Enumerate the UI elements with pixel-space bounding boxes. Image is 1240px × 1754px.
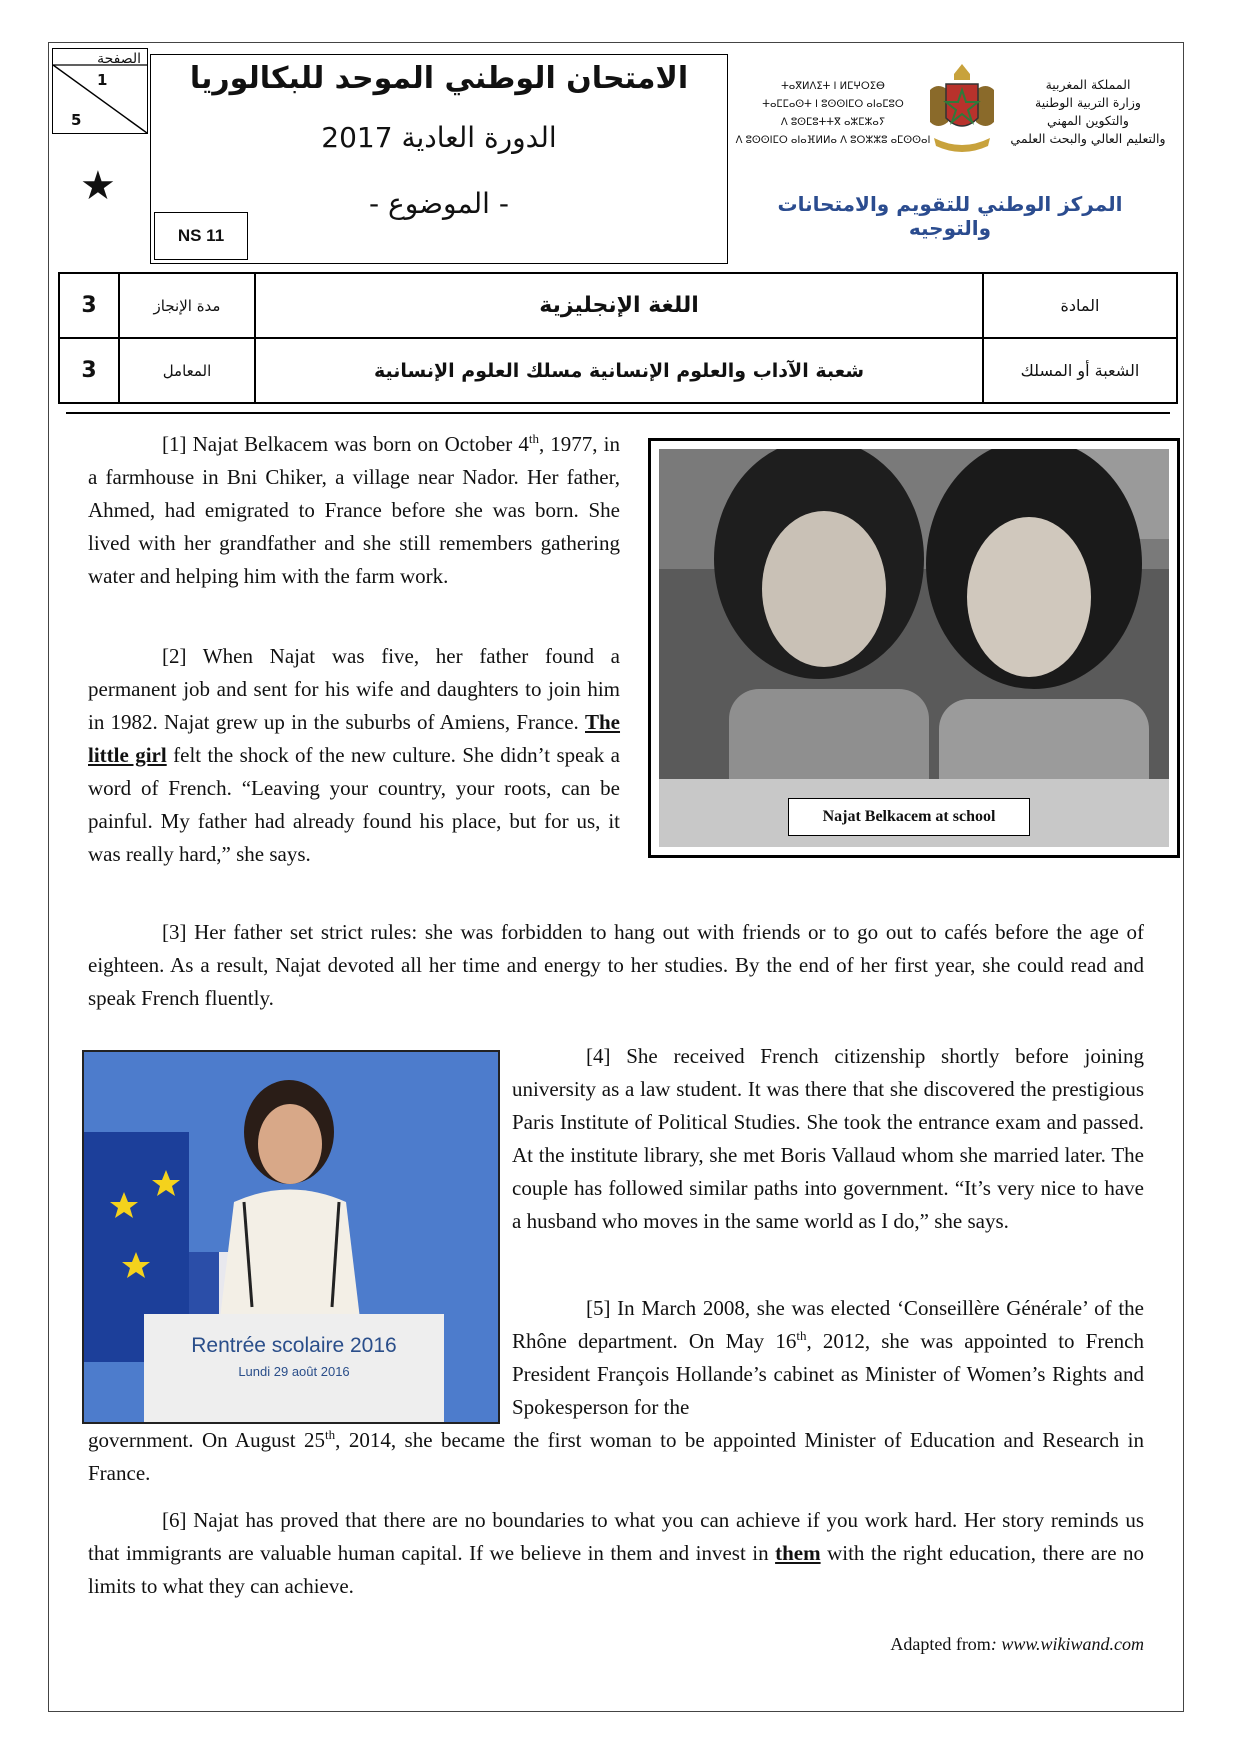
paragraph-3: [3] Her father set strict rules: she was forbidden to hang out with friends or to go out to cafés before the age of eighteen. As a result, Najat devoted all her time and energy to her studies. By the end of her first year, she could read and speak French fluently. [88, 920, 1144, 1010]
tifinagh-line: ⴷ ⵓⵙⵎⵓⵜⵜⴳ ⴰⵣⵎⵣⴰⵢ [780, 117, 886, 128]
source-credit: Adapted from: www.wikiwand.com [890, 1634, 1144, 1654]
podium-text: Rentrée scolaire 2016 [191, 1334, 397, 1357]
header-divider [66, 412, 1170, 414]
p1-text-a: [1] Najat Belkacem was born on October 4 [162, 432, 529, 456]
school-photo [648, 438, 1180, 858]
p5-text-a: [5] In March 2008, she was elected ‘Conseillère Générale’ of the Rhône department. On May 16 [512, 1296, 1144, 1353]
coef-value: 3 [59, 338, 119, 403]
branch-name: شعبة الآداب والعلوم الإنسانية مسلك العلوم الإنسانية [255, 338, 983, 403]
paragraph-5a [512, 1292, 1144, 1424]
p6-underlined: them [775, 1541, 821, 1565]
tifinagh-line: ⵜⴰⵎⵎⴰⵙⵜ ⵏ ⵓⵙⵙⵏⵎⵔ ⴰⵏⴰⵎⵓⵔ [762, 99, 904, 110]
page-total: 5 [71, 111, 82, 129]
page-current: 1 [97, 71, 108, 89]
tifinagh-block [728, 78, 938, 150]
p5-text-b: , 2012, she was appointed to French President François Hollande’s cabinet as Minister of Women’s Rights and Spokesperson for the [512, 1329, 1144, 1419]
p5-text-c: government. On August 25 [88, 1428, 326, 1452]
school-photo-caption: Najat Belkacem at school [788, 798, 1030, 836]
kingdom-line: والتكوين المهني [1047, 113, 1129, 128]
paragraph-6 [88, 1504, 1144, 1603]
coef-label: المعامل [119, 338, 255, 403]
p1-text-b: , 1977, in a farmhouse in Bni Chiker, a village near Nador. Her father, Ahmed, had emigrated to France before she was born. She lived with her grandfather and she still remembers gathering water and helping him with the farm work. [88, 432, 620, 588]
kingdom-line: والتعليم العالي والبحث العلمي [1010, 131, 1166, 146]
subject-heading: - الموضوع - [369, 187, 509, 220]
school-photo-image [659, 449, 1169, 847]
paragraph-1 [88, 428, 620, 593]
kingdom-line: المملكة المغربية [1045, 77, 1131, 92]
minister-photo [82, 1050, 500, 1424]
paragraph-5b [88, 1424, 1144, 1490]
duration-value: 3 [59, 273, 119, 338]
exam-title: الامتحان الوطني الموحد للبكالوريا [189, 61, 689, 96]
branch-label: الشعبة أو المسلك [983, 338, 1177, 403]
p6-text-a: [6] Najat has proved that there are no boundaries to what you can achieve if you work hard. Her story reminds us that immigrants are valuable human capital. If we believe in them and invest in [88, 1508, 1144, 1565]
coat-of-arms-icon [924, 60, 1000, 156]
page-number-box [52, 48, 148, 134]
p1-sup: th [528, 431, 539, 446]
subject-label: المادة [983, 273, 1177, 338]
p5-sup1: th [796, 1328, 807, 1343]
source-url: www.wikiwand.com [1001, 1634, 1144, 1654]
session-title: الدورة العادية 2017 [321, 121, 557, 154]
star-icon: ★ [80, 163, 116, 209]
page-label: الصفحة [97, 51, 141, 67]
paragraph-4: [4] She received French citizenship shortly before joining university as a law student. It was there that she discovered the prestigious Paris Institute of Political Studies. She took the entrance exam and passed. At the institute library, she met Boris Vallaud whom she married later. The couple has followed similar paths into government. “It’s very nice to have a husband who moves in the same world as I do,” she says. [512, 1044, 1144, 1233]
p2-text-a: [2] When Najat was five, her father found a permanent job and sent for his wife and daughters to join him in 1982. Najat grew up in the suburbs of Amiens, France. [88, 644, 620, 734]
tifinagh-line: ⴷ ⵓⵙⵙⵏⵎⵔ ⴰⵏⴰⴼⵍⵍⴰ ⴷ ⵓⵔⵣⵣⵓ ⴰⵎⵙⵙⴰⵏ [735, 135, 931, 146]
p5-text-d: , 2014, she became the first woman to be appointed Minister of Education and Research in France. [88, 1428, 1144, 1485]
p5-sup2: th [325, 1427, 336, 1442]
tifinagh-line: ⵜⴰⴳⵍⴷⵉⵜ ⵏ ⵍⵎⵖⵔⵉⴱ [781, 81, 885, 92]
exam-info-table [58, 272, 1178, 404]
p6-text-b: with the right education, there are no limits to what they can achieve. [88, 1541, 1145, 1598]
p2-text-b: felt the shock of the new culture. She didn’t speak a word of French. “Leaving your country, your roots, can be painful. My father had already found his place, but for us, it was really hard,” she says. [88, 743, 620, 866]
kingdom-block [1000, 76, 1176, 148]
p2-underlined: The little girl [88, 710, 621, 767]
duration-label: مدة الإنجاز [119, 273, 255, 338]
school-photo-drawing [659, 449, 1169, 847]
exam-code: NS 11 [154, 212, 248, 260]
subject-name: اللغة الإنجليزية [255, 273, 983, 338]
podium-date: Lundi 29 août 2016 [238, 1364, 350, 1379]
paragraph-2 [88, 640, 620, 871]
source-label: Adapted from [890, 1634, 991, 1654]
kingdom-line: وزارة التربية الوطنية [1035, 95, 1141, 110]
national-center-name: المركز الوطني للتقويم والامتحانات والتوجيه [777, 192, 1123, 240]
